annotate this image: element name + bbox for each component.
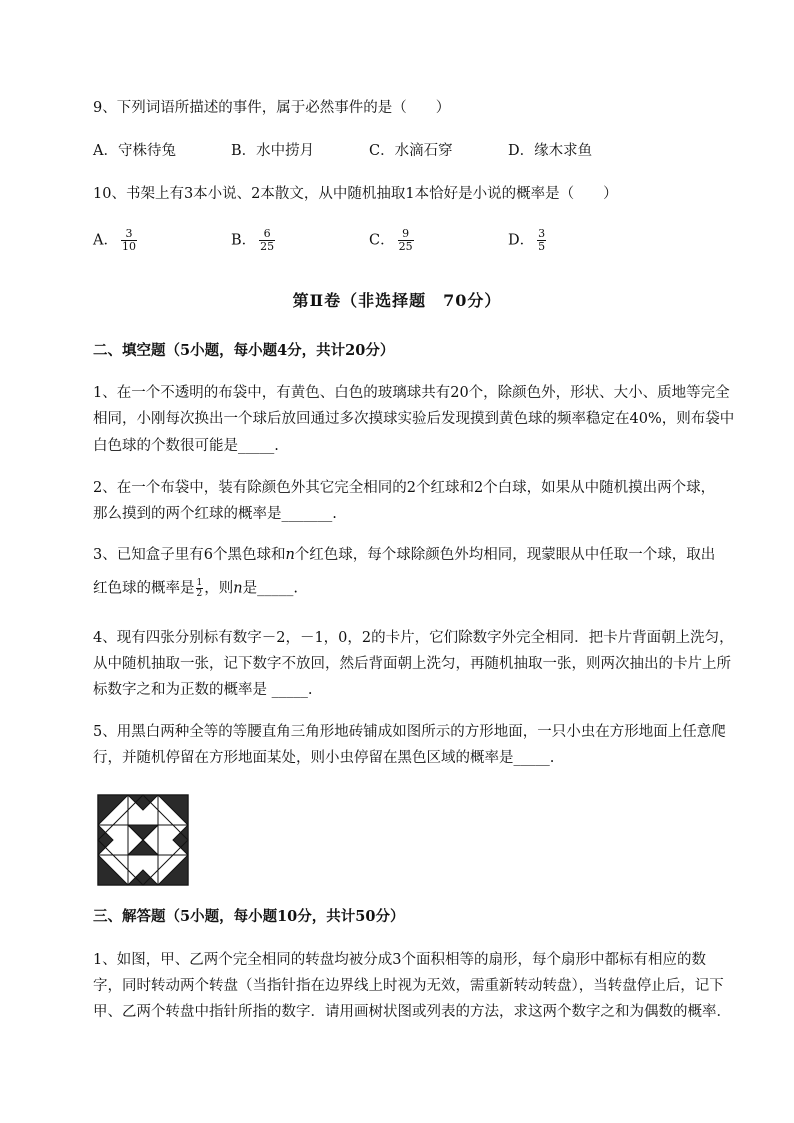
q9-option-c: C．水滴石穿 xyxy=(369,143,453,159)
fill-q3-line2: 红色球的概率是 $\frac{1}{2}$ ，则n是_____. xyxy=(93,578,298,599)
fill-q4-line3: 标数字之和为正数的概率是 _____. xyxy=(93,682,313,698)
variable-n: n xyxy=(233,580,243,597)
fraction: $\frac{6}{25}$ xyxy=(260,227,275,253)
fraction-one-half: $\frac{1}{2}$ xyxy=(196,578,203,599)
answer-q1-line1: 1、如图，甲、乙两个完全相同的转盘均被分成3个面积相等的扇形，每个扇形中都标有相应的数 xyxy=(93,952,706,968)
fill-q1-line3: 白色球的个数很可能是_____. xyxy=(93,438,279,454)
answer-section-heading: 三、解答题（5小题，每小题10分，共计50分） xyxy=(93,908,405,925)
variable-n: n xyxy=(285,547,295,563)
q10-option-d: D． $\frac{3}{5}$ xyxy=(508,227,546,253)
q10-stem: 10、书架上有3本小说、2本散文，从中随机抽取1本恰好是小说的概率是（ ） xyxy=(93,186,618,202)
fill-q5-line2: 行，并随机停留在方形地面某处，则小虫停留在黑色区域的概率是_____. xyxy=(93,750,555,766)
fill-q1-line1: 1、在一个不透明的布袋中，有黄色、白色的玻璃球共有20个，除颜色外，形状、大小、质地等完全 xyxy=(93,385,730,401)
q9-option-b: B．水中捞月 xyxy=(231,143,315,159)
answer-q1-line3: 甲、乙两个转盘中指针所指的数字．请用画树状图或列表的方法，求这两个数字之和为偶数的概率． xyxy=(93,1004,731,1020)
q10-option-b: B． $\frac{6}{25}$ xyxy=(231,227,275,253)
q10-option-a: A． $\frac{3}{10}$ xyxy=(93,227,136,253)
fraction: $\frac{9}{25}$ xyxy=(398,227,413,253)
fill-q2-line2: 那么摸到的两个红球的概率是_______. xyxy=(93,506,337,522)
part2-title: 第Ⅱ卷（非选择题 70分） xyxy=(292,291,502,310)
fill-q5-line1: 5、用黑白两种全等的等腰直角三角形地砖铺成如图所示的方形地面，一只小虫在方形地面上任意爬 xyxy=(93,724,726,740)
answer-q1-line2: 字，同时转动两个转盘（当指针指在边界线上时视为无效，需重新转动转盘），当转盘停止后，记下 xyxy=(93,978,724,994)
tiled-square-pattern-icon xyxy=(97,794,189,886)
fill-q2-line1: 2、在一个布袋中，装有除颜色外其它完全相同的2个红球和2个白球，如果从中随机摸出两个球， xyxy=(93,480,716,496)
q9-stem: 9、下列词语所描述的事件，属于必然事件的是（ ） xyxy=(93,100,451,116)
fraction: $\frac{3}{5}$ xyxy=(538,227,546,253)
fill-q3-line1: 3、已知盒子里有6个黑色球和n个红色球，每个球除颜色外均相同，现蒙眼从中任取一个球，取出 xyxy=(93,547,716,563)
q10-option-c: C． $\frac{9}{25}$ xyxy=(369,227,413,253)
fill-q4-line2: 从中随机抽取一张，记下数字不放回，然后背面朝上洗匀，再随机抽取一张，则两次抽出的卡片上所 xyxy=(93,656,731,672)
fill-q1-line2: 相同，小刚每次换出一个球后放回通过多次摸球实验后发现摸到黄色球的频率稳定在40%，则布袋中 xyxy=(93,411,735,427)
fill-section-heading: 二、填空题（5小题，每小题4分，共计20分） xyxy=(93,342,395,359)
q9-option-d: D．缘木求鱼 xyxy=(508,143,593,159)
fraction: $\frac{3}{10}$ xyxy=(121,227,136,253)
fill-q4-line1: 4、现有四张分别标有数字－2，－1，0，2的卡片，它们除数字外完全相同．把卡片背面朝上洗匀， xyxy=(93,630,734,646)
q9-option-a: A．守株待兔 xyxy=(93,143,176,159)
